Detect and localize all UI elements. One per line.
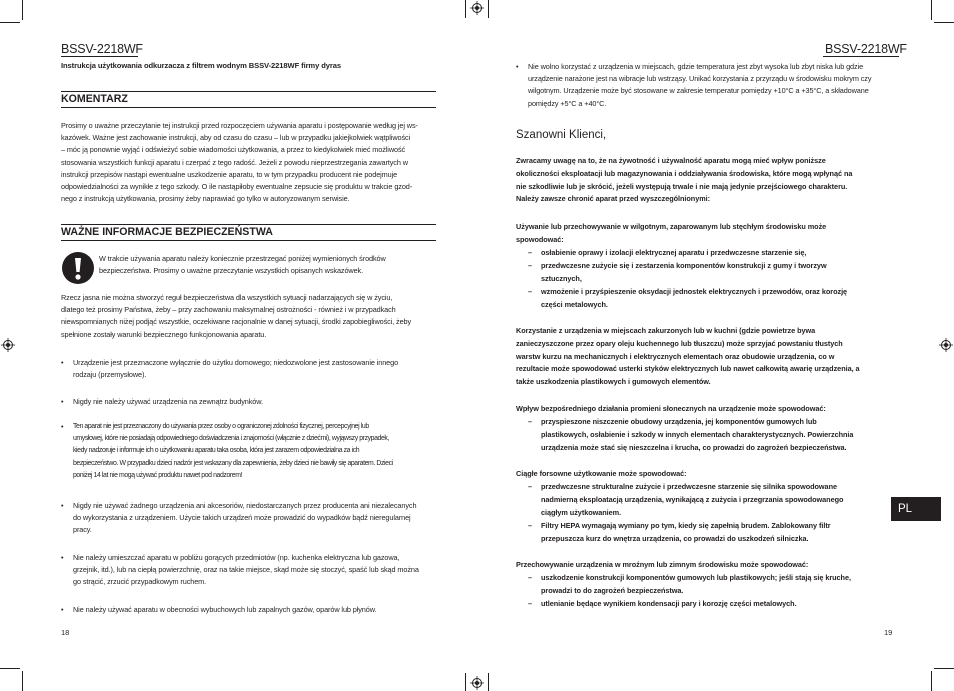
- komentarz-paragraph: [61, 120, 441, 205]
- text-line: dlatego też prosimy Państwa, żeby – przy zachowaniu maksymalnej ostrożności - również i w przypadkach: [61, 305, 396, 315]
- bullet-dot: •: [516, 62, 519, 71]
- text-line: grzejnik, itd.), lub na ciepłą powierzchnię, oraz na takie miejsce, skąd może się stoczyć, spaść lub skąd można: [73, 565, 419, 575]
- crop-mark: [931, 671, 932, 691]
- text-line: Nie wolno korzystać z urządzenia w miejscach, gdzie temperatura jest zbyt wysoka lub zbyt niska lub gdzie: [528, 62, 864, 71]
- greeting: Szanowni Klienci,: [516, 129, 607, 141]
- text-line: rezultacie może spowodować usterki styków elektrycznych lub nawet całkowitą awarię urządzenia, a: [516, 364, 860, 374]
- text-line: utlenianie będące wynikiem kondensacji pary i korozję części metalowych.: [541, 599, 797, 608]
- text-line: Urządzenie jest przeznaczone wyłącznie do użytku domowego; niedozwolone jest zastosowanie innego: [73, 358, 399, 367]
- text-line: przepuszcza kurz do wnętrza urządzenia, co prowadzi do uszkodzeń silniczka.: [541, 533, 809, 543]
- section-rule: [61, 224, 436, 225]
- bullet-dot: •: [61, 553, 64, 562]
- crop-mark: [0, 22, 20, 23]
- crop-mark: [465, 0, 466, 18]
- text-line: uszkodzenie konstrukcji komponentów gumowych lub plastikowych; jeśli stają się kruche,: [541, 573, 851, 582]
- humid-intro: [516, 221, 906, 247]
- text-line: Prosimy o uważne przeczytanie tej instrukcji przed rozpoczęciem używania aparatu i postępowanie według jej ws-: [61, 121, 418, 130]
- crop-mark: [934, 22, 954, 23]
- crop-mark: [488, 0, 489, 18]
- safety-intro-paragraph: [61, 292, 441, 341]
- crop-mark: [934, 668, 954, 669]
- manual-subtitle: Instrukcja użytkowania odkurzacza z filtrem wodnym BSSV-2218WF firmy dyras: [61, 61, 341, 70]
- text-line: Nie należy używać aparatu w obecności wybuchowych lub zapalnych gazów, oparów lub płynów.: [73, 605, 377, 614]
- text-line: nego z instrukcją użytkowania, prosimy żeby naprawiać go tylko w autoryzowanym serwisie.: [61, 194, 350, 204]
- text-line: zanieczyszczone przez opary oleju kuchennego lub tłuszczu) może sprzyjać powstaniu tłustych: [516, 338, 843, 348]
- text-line: Ten aparat nie jest przeznaczony do używania przez osoby o ograniczonej zdolności fizycznej, percepcyjnej lub: [73, 423, 369, 430]
- text-line: kazówek. Ważne jest zachowanie instrukcji, aby od czasu do czasu – lub w przypadku jakiejkolwiek wątpliwości: [61, 133, 411, 143]
- dash-marker: –: [528, 599, 533, 608]
- sun-intro: [516, 403, 906, 416]
- kitchen-paragraph: [516, 325, 916, 389]
- dash-marker: –: [528, 261, 533, 270]
- text-line: urządzenie narażone jest na wibracje lub wstrząsy. Unikać korzystania z przyrządu w środowisku mokrym czy: [528, 74, 872, 84]
- text-line: go strącić, zrzucić przypadkowym ruchem.: [73, 577, 207, 587]
- text-line: bezpieczeństwa. Prosimy o uważne przeczytanie wszystkich opisanych wskazówek.: [99, 266, 364, 276]
- text-line: nie szkodliwie lub je skrócić, jeżeli występują trwale i nie mają jedynie przejściowego charakteru.: [516, 181, 848, 191]
- dash-marker: –: [528, 417, 533, 426]
- text-line: nadmierną eksploatacją urządzenia, wynikającą z zużycia i przegrzania spowodowanego: [541, 494, 844, 504]
- bullet-dot: •: [61, 422, 64, 431]
- section-rule: [61, 240, 436, 241]
- section-heading-komentarz: KOMENTARZ: [61, 93, 128, 105]
- text-line: przedwczesne strukturalne zużycie i przedwczesne starzenie się silnika spowodowane: [541, 482, 837, 491]
- text-line: do wykorzystania z urządzeniem. Użycie takich urządzeń może prowadzić do wypadków bądź nieregularnej: [73, 513, 411, 523]
- text-line: pomiędzy +5°C a +40°C.: [528, 98, 607, 108]
- bullet-dot: •: [61, 358, 64, 367]
- dash-marker: –: [528, 248, 533, 257]
- section-rule: [61, 107, 436, 108]
- text-line: warstw kurzu na mechanicznych i elektrycznych elementach oraz obudowie urządzenia, co w: [516, 351, 835, 361]
- crop-mark: [931, 0, 932, 20]
- bullet-dot: •: [61, 397, 64, 406]
- text-line: Nigdy nie należy używać urządzenia na zewnątrz budynków.: [73, 397, 263, 406]
- right-page: [477, 0, 954, 691]
- text-line: – móc ją ponownie wyjąć i odświeżyć sobie wiadomości użytkowania, a przez to kiedykolwiek mieć możliwość: [61, 145, 406, 155]
- text-line: przyspieszone niszczenie obudowy urządzenia, jej komponentów gumowych lub: [541, 417, 817, 426]
- bullet-dot: •: [61, 501, 64, 510]
- text-line: umysłowej, które nie posiadają odpowiedniego doświadczenia i znajomości (włącznie z dziećmi), wyjąwszy przypadek,: [73, 435, 389, 443]
- text-line: prowadzi to do zagrożeń bezpieczeństwa.: [541, 585, 684, 595]
- text-line: Używanie lub przechowywanie w wilgotnym, zaparowanym lub stęchłym środowisku może: [516, 222, 827, 231]
- text-line: Ciągłe forsowne użytkowanie może spowodować:: [516, 469, 687, 478]
- model-underline: [61, 56, 138, 57]
- text-line: przedwczesne zużycie się i zestarzenia komponentów konstrukcji z gumy i tworzyw: [541, 261, 827, 270]
- text-line: Nie należy umieszczać aparatu w pobliżu gorących przedmiotów (np. kuchenka elektryczna lub gazowa,: [73, 553, 400, 562]
- text-line: kiedy nadzoruje i informuje ich o użytkowaniu aparatu taka osoba, która jest zarazem odpowiedzialna za ich: [73, 447, 360, 455]
- crop-mark: [22, 0, 23, 20]
- frost-intro: [516, 559, 906, 572]
- text-line: spełnione zostały warunki bezpiecznego funkcjonowania aparatu.: [61, 329, 267, 339]
- text-line: Rzecz jasna nie można stworzyć reguł bezpieczeństwa dla wszystkich sytuacji nadarzających się w życiu,: [61, 293, 393, 302]
- registration-mark-icon: [470, 676, 484, 690]
- section-heading-safety: WAŻNE INFORMACJE BEZPIECZEŃSTWA: [61, 226, 273, 238]
- registration-mark-icon: [939, 338, 953, 352]
- text-line: wilgotnym. Urządzenie może być stosowane w zakresie temperatur pomiędzy +10°C a +35°C, a składowane: [528, 86, 869, 96]
- text-line: stosowania wszystkich funkcji aparatu i czerpać z tego radość. Jeżeli z powodu nieprzestrzegania zawartych w: [61, 157, 408, 167]
- crop-mark: [0, 668, 20, 669]
- registration-mark-icon: [470, 1, 484, 15]
- text-line: rodzaju (przemysłowe).: [73, 370, 147, 380]
- text-line: osłabienie oprawy i izolacji elektrycznej aparatu i przedwczesne starzenie się,: [541, 248, 807, 257]
- language-tab-pl: PL: [891, 497, 941, 521]
- text-line: urządzenia może stać się nieszczelna i krucha, co prowadzi do zagrożeń bezpieczeństwa.: [541, 442, 847, 452]
- text-line: Należy zawsze chronić aparat przed wyszczególnionymi:: [516, 194, 711, 204]
- text-line: W trakcie używania aparatu należy koniecznie przestrzegać poniżej wymienionych środków: [99, 254, 386, 263]
- text-line: Filtry HEPA wymagają wymiany po tym, kiedy się zapełnią brudem. Zablokowany filtr: [541, 521, 831, 530]
- dash-marker: –: [528, 573, 533, 582]
- attention-paragraph: [516, 155, 906, 206]
- continuous-use-intro: [516, 468, 906, 481]
- model-underline: [823, 56, 899, 57]
- text-line: także uszkodzenia plastikowych i gumowych elementów.: [516, 377, 711, 387]
- crop-mark: [488, 673, 489, 691]
- text-line: poniżej 14 lat nie mogą używać produktu nawet pod nadzorem!: [73, 471, 243, 479]
- text-line: plastikowych, osłabienie i szkody w innych elementach charakterystycznych. Powierzchnia: [541, 429, 854, 439]
- text-line: wzmożenie i przyśpieszenie oksydacji jednostek elektrycznych i przewodów, oraz korozję: [541, 287, 848, 296]
- text-line: Przechowywanie urządzenia w mroźnym lub zimnym środowisku może spowodować:: [516, 560, 809, 569]
- text-line: Zwracamy uwagę na to, że na żywotność i używalność aparatu mogą mieć wpływ poniższe: [516, 156, 826, 165]
- text-line: pracy.: [73, 525, 92, 535]
- model-header: BSSV-2218WF: [61, 42, 143, 56]
- text-line: Nigdy nie używać żadnego urządzenia ani akcesoriów, niedostarczanych przez producenta ani niezalecanych: [73, 501, 417, 510]
- warning-text: [99, 253, 439, 277]
- crop-mark: [22, 671, 23, 691]
- text-line: niewspomnianych niżej podjąć wszystkie, oczekiwane racjonalnie w danej sytuacji, środki zapobiegliwości, żeby: [61, 317, 412, 327]
- text-line: instrukcji przepisów nastąpi ewentualne uszkodzenie aparatu, to w tym przypadku producent nie podejmuje: [61, 169, 398, 179]
- crop-mark: [465, 673, 466, 691]
- dash-marker: –: [528, 287, 533, 296]
- text-line: odpowiedzialności za wynikłe z tego szkody. O ile nastąpiłoby ewentualne zepsucie się produktu w trakcie gzod-: [61, 182, 413, 192]
- text-line: ciągłym użytkowaniem.: [541, 507, 622, 517]
- model-header: BSSV-2218WF: [825, 42, 907, 56]
- text-line: części metalowych.: [541, 299, 608, 309]
- exclamation-warning-icon: [62, 252, 94, 284]
- section-rule: [61, 91, 436, 92]
- text-line: Korzystanie z urządzenia w miejscach zakurzonych lub w kuchni (gdzie powietrze bywa: [516, 326, 816, 335]
- page-number: 19: [884, 628, 893, 637]
- dash-marker: –: [528, 521, 533, 530]
- text-line: bezpieczeństwo. W przypadku dzieci nadzór jest wskazany dla zapewnienia, żeby dzieci nie bawiły się aparatem. Dzieci: [73, 459, 393, 467]
- bullet-dot: •: [61, 605, 64, 614]
- text-line: sztucznych,: [541, 273, 582, 283]
- text-line: Wpływ bezpośredniego działania promieni słonecznych na urządzenie może spowodować:: [516, 404, 826, 413]
- page-number: 18: [61, 628, 70, 637]
- dash-marker: –: [528, 482, 533, 491]
- text-line: okoliczności eksploatacji lub magazynowania i oddziaływania środowiska, które mogą wpłynąć na: [516, 168, 853, 178]
- text-line: spowodować:: [516, 234, 564, 244]
- registration-mark-icon: [1, 338, 15, 352]
